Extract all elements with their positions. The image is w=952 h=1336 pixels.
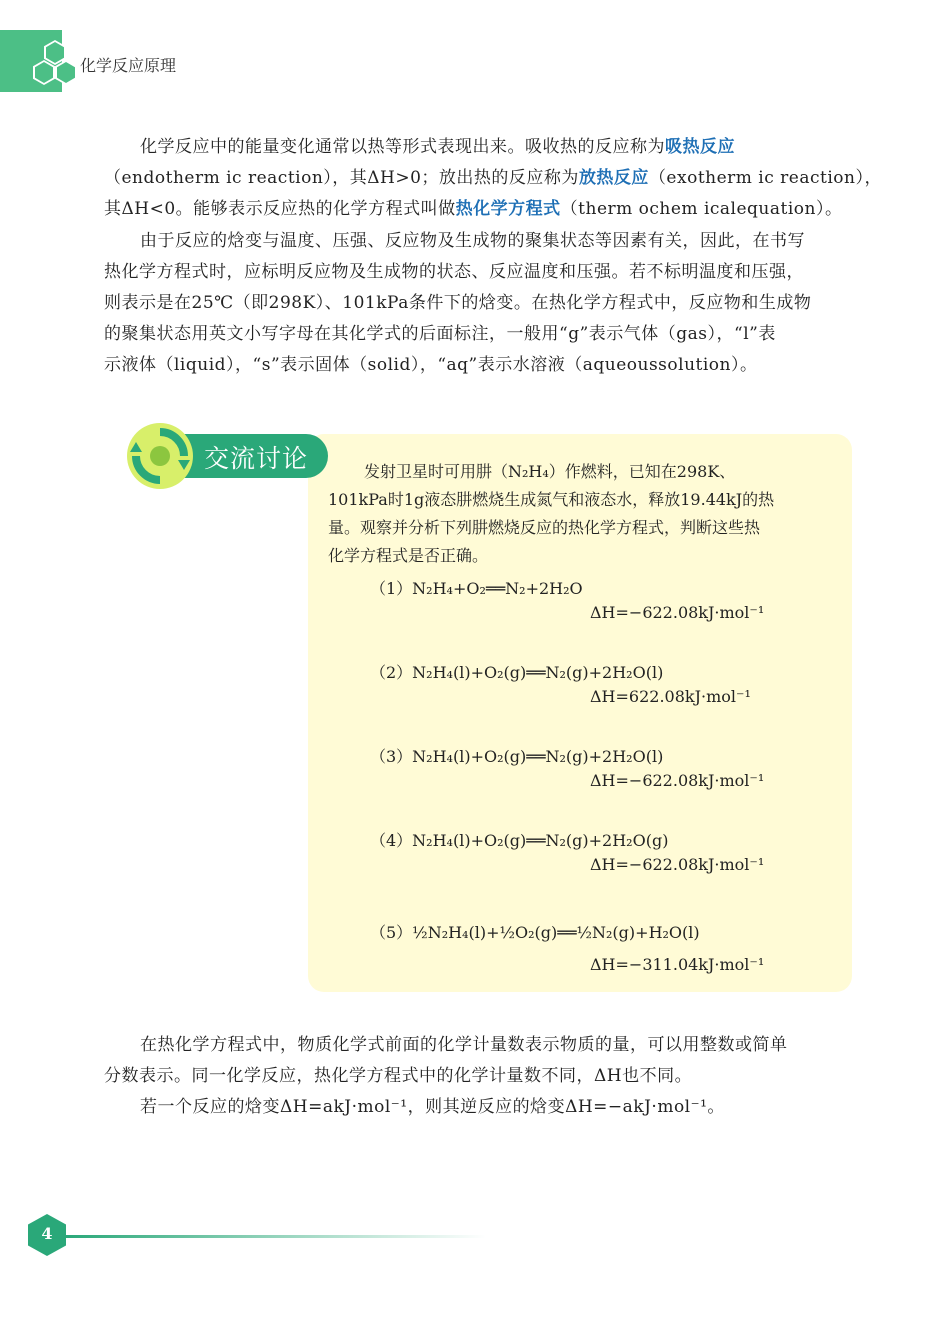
prompt-line: 发射卫星时可用肼（N₂H₄）作燃料，已知在298K、	[364, 462, 736, 481]
prompt-line: 量。观察并分析下列肼燃烧反应的热化学方程式，判断这些热	[328, 518, 761, 537]
state-notation-paragraph	[104, 226, 854, 381]
prompt-line: 101kPa时1g液态肼燃烧生成氮气和液态水，释放19.44kJ的热	[328, 490, 775, 509]
enthalpy-3: ΔH=−622.08kJ·mol⁻¹	[590, 771, 765, 790]
paragraph-line: 在热化学方程式中，物质化学式前面的化学计量数表示物质的量，可以用整数或简单	[140, 1035, 788, 1055]
enthalpy-4: ΔH=−622.08kJ·mol⁻¹	[590, 855, 765, 874]
term-endothermic: 吸热反应	[665, 137, 735, 157]
chapter-title: 化学反应原理	[80, 56, 177, 75]
enthalpy-2: ΔH=622.08kJ·mol⁻¹	[590, 687, 751, 706]
recycle-arrows-icon	[124, 420, 196, 492]
intro-text: 其ΔH<0。能够表示反应热的化学方程式叫做	[104, 199, 456, 219]
paragraph-line: 由于反应的焓变与温度、压强、反应物及生成物的聚集状态等因素有关，因此，在书写	[140, 231, 805, 251]
enthalpy-1: ΔH=−622.08kJ·mol⁻¹	[590, 603, 765, 622]
paragraph-line: 若一个反应的焓变ΔH=akJ·mol⁻¹，则其逆反应的焓变ΔH=−akJ·mol⁻¹。	[140, 1097, 725, 1117]
coefficient-paragraph	[104, 1030, 854, 1123]
intro-text: （exotherm ic reaction），	[648, 168, 882, 188]
paragraph-line: 示液体（liquid），“s”表示固体（solid），“aq”表示水溶液（aqueoussolution）。	[104, 355, 758, 375]
term-thermochemical-equation: 热化学方程式	[455, 199, 561, 219]
prompt-line: 化学方程式是否正确。	[328, 546, 489, 565]
paragraph-line: 则表示是在25℃（即298K）、101kPa条件下的焓变。在热化学方程式中，反应物和生成物	[104, 293, 812, 313]
footer-rule	[66, 1235, 486, 1238]
discussion-title: 交流讨论	[204, 444, 309, 473]
equation-4: （4）N₂H₄(l)+O₂(g)══N₂(g)+2H₂O(g)	[370, 831, 669, 850]
paragraph-line: 热化学方程式时，应标明反应物及生成物的状态、反应温度和压强。若不标明温度和压强，	[104, 262, 804, 282]
equation-3: （3）N₂H₄(l)+O₂(g)══N₂(g)+2H₂O(l)	[370, 747, 664, 766]
paragraph-line: 分数表示。同一化学反应，热化学方程式中的化学计量数不同，ΔH也不同。	[104, 1066, 693, 1086]
enthalpy-5: ΔH=−311.04kJ·mol⁻¹	[590, 955, 765, 974]
intro-paragraph	[104, 132, 882, 225]
intro-text: 化学反应中的能量变化通常以热等形式表现出来。吸收热的反应称为	[140, 137, 665, 157]
discussion-prompt	[328, 458, 838, 570]
page-number: 4	[41, 1224, 53, 1243]
term-exothermic: 放热反应	[578, 168, 649, 188]
equation-1: （1）N₂H₄+O₂══N₂+2H₂O	[370, 579, 583, 598]
paragraph-line: 的聚集状态用英文小写字母在其化学式的后面标注，一般用“g”表示气体（gas），“l”表	[104, 324, 776, 344]
intro-text: （endotherm ic reaction），其ΔH>0；放出热的反应称为	[104, 168, 579, 188]
intro-text: （therm ochem icalequation）。	[560, 199, 843, 219]
equation-5: （5）½N₂H₄(l)+½O₂(g)══½N₂(g)+H₂O(l)	[370, 923, 700, 942]
equation-2: （2）N₂H₄(l)+O₂(g)══N₂(g)+2H₂O(l)	[370, 663, 664, 682]
